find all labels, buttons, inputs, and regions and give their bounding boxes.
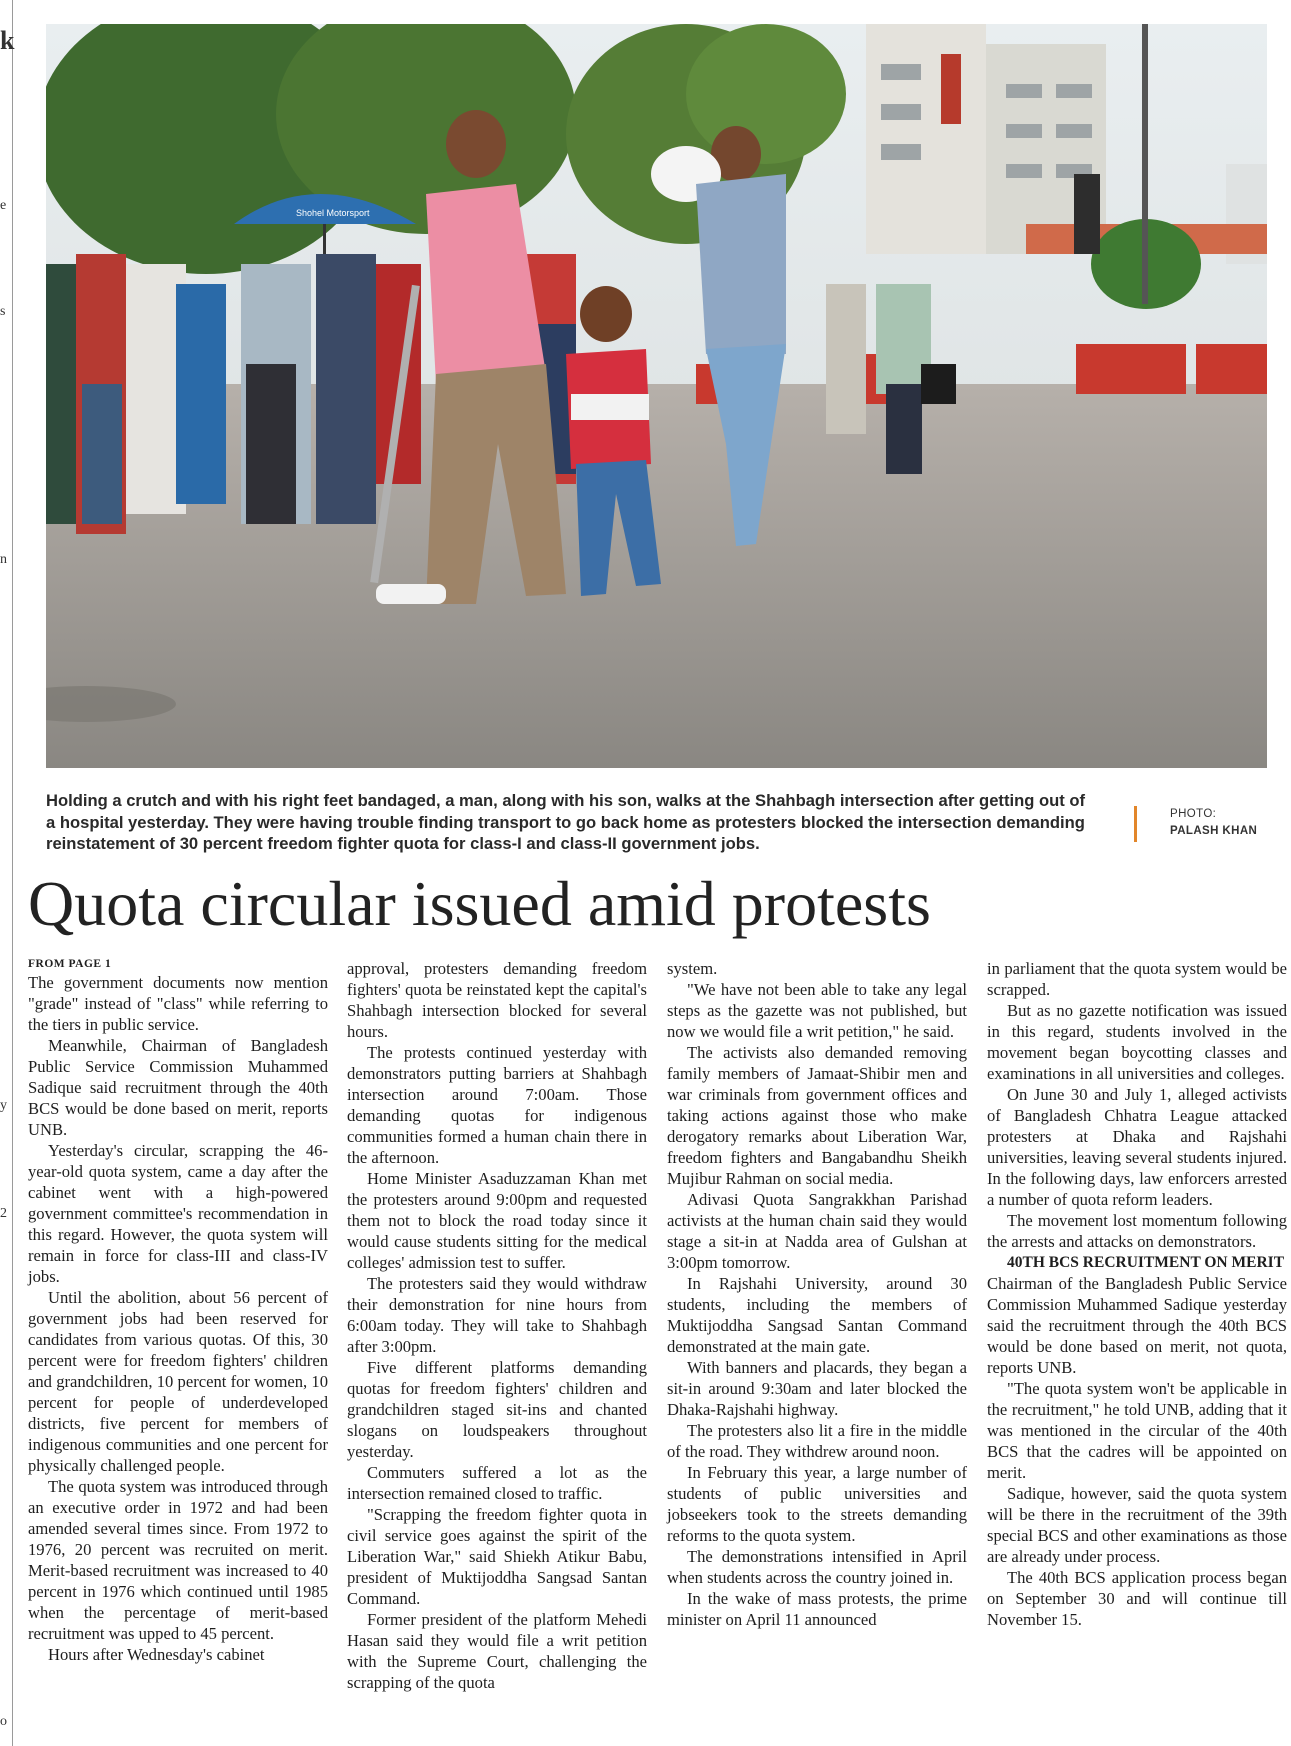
- paragraph: approval, protesters demanding freedom fighters' quota be reinstated kept the capital's Shahbagh intersection blocked for several hours.: [347, 959, 647, 1041]
- building-sign: [941, 54, 961, 124]
- paragraph: The activists also demanded removing family members of Jamaat-Shibir men and war criminals from government offices and taking actions against those who make derogatory remarks about Liberation War, freedom fighters and Bangabandhu Sheikh Mujibur Rahman on social media.: [667, 1043, 967, 1188]
- credit-accent-bar: [1134, 806, 1137, 842]
- paragraph: "Scrapping the freedom fighter quota in civil service goes against the spirit of the Liberation War," said Shiekh Atikur Babu, president of Muktijoddha Sangsad Santan Command.: [347, 1505, 647, 1608]
- news-photo: [46, 24, 1267, 768]
- edge-fragment: e: [0, 198, 7, 213]
- paragraph: In February this year, a large number of students of public universities and jobseekers took to the streets demanding reforms to the quota system.: [667, 1463, 967, 1545]
- paragraph: "We have not been able to take any legal steps as the gazette was not published, but now we would file a writ petition," he said.: [667, 980, 967, 1041]
- article-column-3: [667, 958, 967, 1630]
- paragraph: The quota system was introduced through an executive order in 1972 and had been amended several times since. From 1972 to 1976, 20 percent was recruited on merit. Merit-based recruitment was increased to 40 percent in 1976 which continued until 1985 when the percentage of merit-based recruitment was upped to 45 percent.: [28, 1477, 328, 1643]
- paragraph: Yesterday's circular, scrapping the 46-year-old quota system, came a day after the cabinet went with a high-powered government committee's recommendation in this regard. However, the quota system will remain in force for class-III and class-IV jobs.: [28, 1141, 328, 1286]
- paragraph: Sadique, however, said the quota system will be there in the recruitment of the 39th special BCS and other examinations as those are already under process.: [987, 1484, 1287, 1566]
- article-column-2: [347, 958, 647, 1693]
- edge-fragment: s: [0, 304, 6, 319]
- paragraph: in parliament that the quota system would be scrapped.: [987, 959, 1287, 999]
- traffic-light: [1074, 174, 1100, 254]
- edge-fragment: 2: [0, 1206, 7, 1221]
- subheading: 40TH BCS RECRUITMENT ON MERIT: [1007, 1254, 1285, 1271]
- credit-name: PALASH KHAN: [1170, 825, 1258, 837]
- paragraph: system.: [667, 959, 718, 978]
- paragraph: The protesters also lit a fire in the middle of the road. They withdrew around noon.: [667, 1421, 967, 1461]
- column-rule: [12, 0, 13, 1746]
- umbrella-label: Shohel Motorsport: [296, 208, 370, 218]
- article-column-4: [987, 958, 1287, 1630]
- paragraph: The protests continued yesterday with demonstrators putting barriers at Shahbagh intersection around 7:00am. Those demanding quotas for indigenous communities formed a human chain there in the afternoon.: [347, 1043, 647, 1167]
- paragraph: On June 30 and July 1, alleged activists of Bangladesh Chhatra League attacked protesters at Dhaka and Rajshahi universities, leaving several students injured. In the following days, law enforcers arrested a number of quota reform leaders.: [987, 1085, 1287, 1209]
- paragraph: The protesters said they would withdraw their demonstration for nine hours from 6:00am today. They will take to Shahbagh after 3:00pm.: [347, 1274, 647, 1356]
- headline: Quota circular issued amid protests: [28, 868, 931, 939]
- edge-fragment: o: [0, 1714, 7, 1729]
- paragraph: Commuters suffered a lot as the intersection remained closed to traffic.: [347, 1463, 647, 1503]
- photo-caption: Holding a crutch and with his right feet bandaged, a man, along with his son, walks at the Shahbagh intersection after getting out of a hospital yesterday. They were having trouble finding transport to go back home as protesters blocked the intersection demanding reinstatement of 30 percent freedom fighter quota for class-I and class-II government jobs.: [46, 791, 1086, 853]
- paragraph: Until the abolition, about 56 percent of government jobs had been reserved for candidates from various quotas. Of this, 30 percent were for freedom fighters' children and grandchildren, 10 percent for women, 10 percent for people of underdeveloped districts, five percent for members of indigenous communities and one percent for physically challenged people.: [28, 1288, 328, 1475]
- photo-credit: [1134, 804, 1274, 844]
- paragraph: But as no gazette notification was issued in this regard, students involved in the movement began boycotting classes and examinations in all universities and colleges.: [987, 1001, 1287, 1083]
- kicker: FROM PAGE 1: [28, 958, 112, 970]
- paragraph: "The quota system won't be applicable in the recruitment," he told UNB, adding that it was mentioned in the circular of the 40th BCS that the cadres will be appointed on merit.: [987, 1379, 1287, 1482]
- palm-tree: [686, 24, 846, 164]
- paragraph: Former president of the platform Mehedi Hasan said they would file a writ petition with the Supreme Court, challenging the scrapping of the quota: [347, 1610, 647, 1692]
- edge-fragment: k: [0, 26, 15, 55]
- credit-label: PHOTO:: [1170, 808, 1217, 820]
- street-pole: [1142, 24, 1148, 304]
- paragraph: Home Minister Asaduzzaman Khan met the protesters around 9:00pm and requested them not to block the road today since it would cause students sitting for the medical colleges' admission test to suffer.: [347, 1169, 647, 1272]
- paragraph: With banners and placards, they began a sit-in around 9:30am and later blocked the Dhaka-Rajshahi highway.: [667, 1358, 967, 1419]
- edge-fragment: n: [0, 552, 7, 567]
- paragraph: The demonstrations intensified in April when students across the country joined in.: [667, 1547, 967, 1587]
- paragraph: Meanwhile, Chairman of Bangladesh Public Service Commission Muhammed Sadique said recruitment through the 40th BCS would be done based on merit, reports UNB.: [28, 1036, 328, 1139]
- paragraph: The 40th BCS application process began on September 30 and will continue till November 15.: [987, 1568, 1287, 1629]
- adjacent-page-edge: [0, 0, 14, 1746]
- article-column-1: [28, 956, 328, 1665]
- paragraph: Five different platforms demanding quotas for freedom fighters' children and grandchildren staged sit-ins and chanted slogans on loudspeakers throughout yesterday.: [347, 1358, 647, 1461]
- paragraph: The government documents now mention "grade" instead of "class" while referring to the tiers in public service.: [28, 973, 328, 1034]
- paragraph: In Rajshahi University, around 30 students, including the members of Muktijoddha Sangsad Santan Command demonstrated at the main gate.: [667, 1274, 967, 1356]
- paragraph: Chairman of the Bangladesh Public Service Commission Muhammed Sadique yesterday said the recruitment through the 40th BCS would be done based on merit, not quota, reports UNB.: [987, 1274, 1287, 1377]
- paragraph: Adivasi Quota Sangrakkhan Parishad activists at the human chain said they would stage a sit-in at Nadda area of Gulshan at 3:00pm tomorrow.: [667, 1190, 967, 1272]
- edge-fragment: y: [0, 1098, 7, 1113]
- paragraph: In the wake of mass protests, the prime minister on April 11 announced: [667, 1589, 967, 1629]
- paragraph: The movement lost momentum following the arrests and attacks on demonstrators.: [987, 1211, 1287, 1251]
- photo-illustration: [46, 24, 1267, 768]
- building: [866, 24, 986, 254]
- paragraph: Hours after Wednesday's cabinet: [48, 1645, 265, 1664]
